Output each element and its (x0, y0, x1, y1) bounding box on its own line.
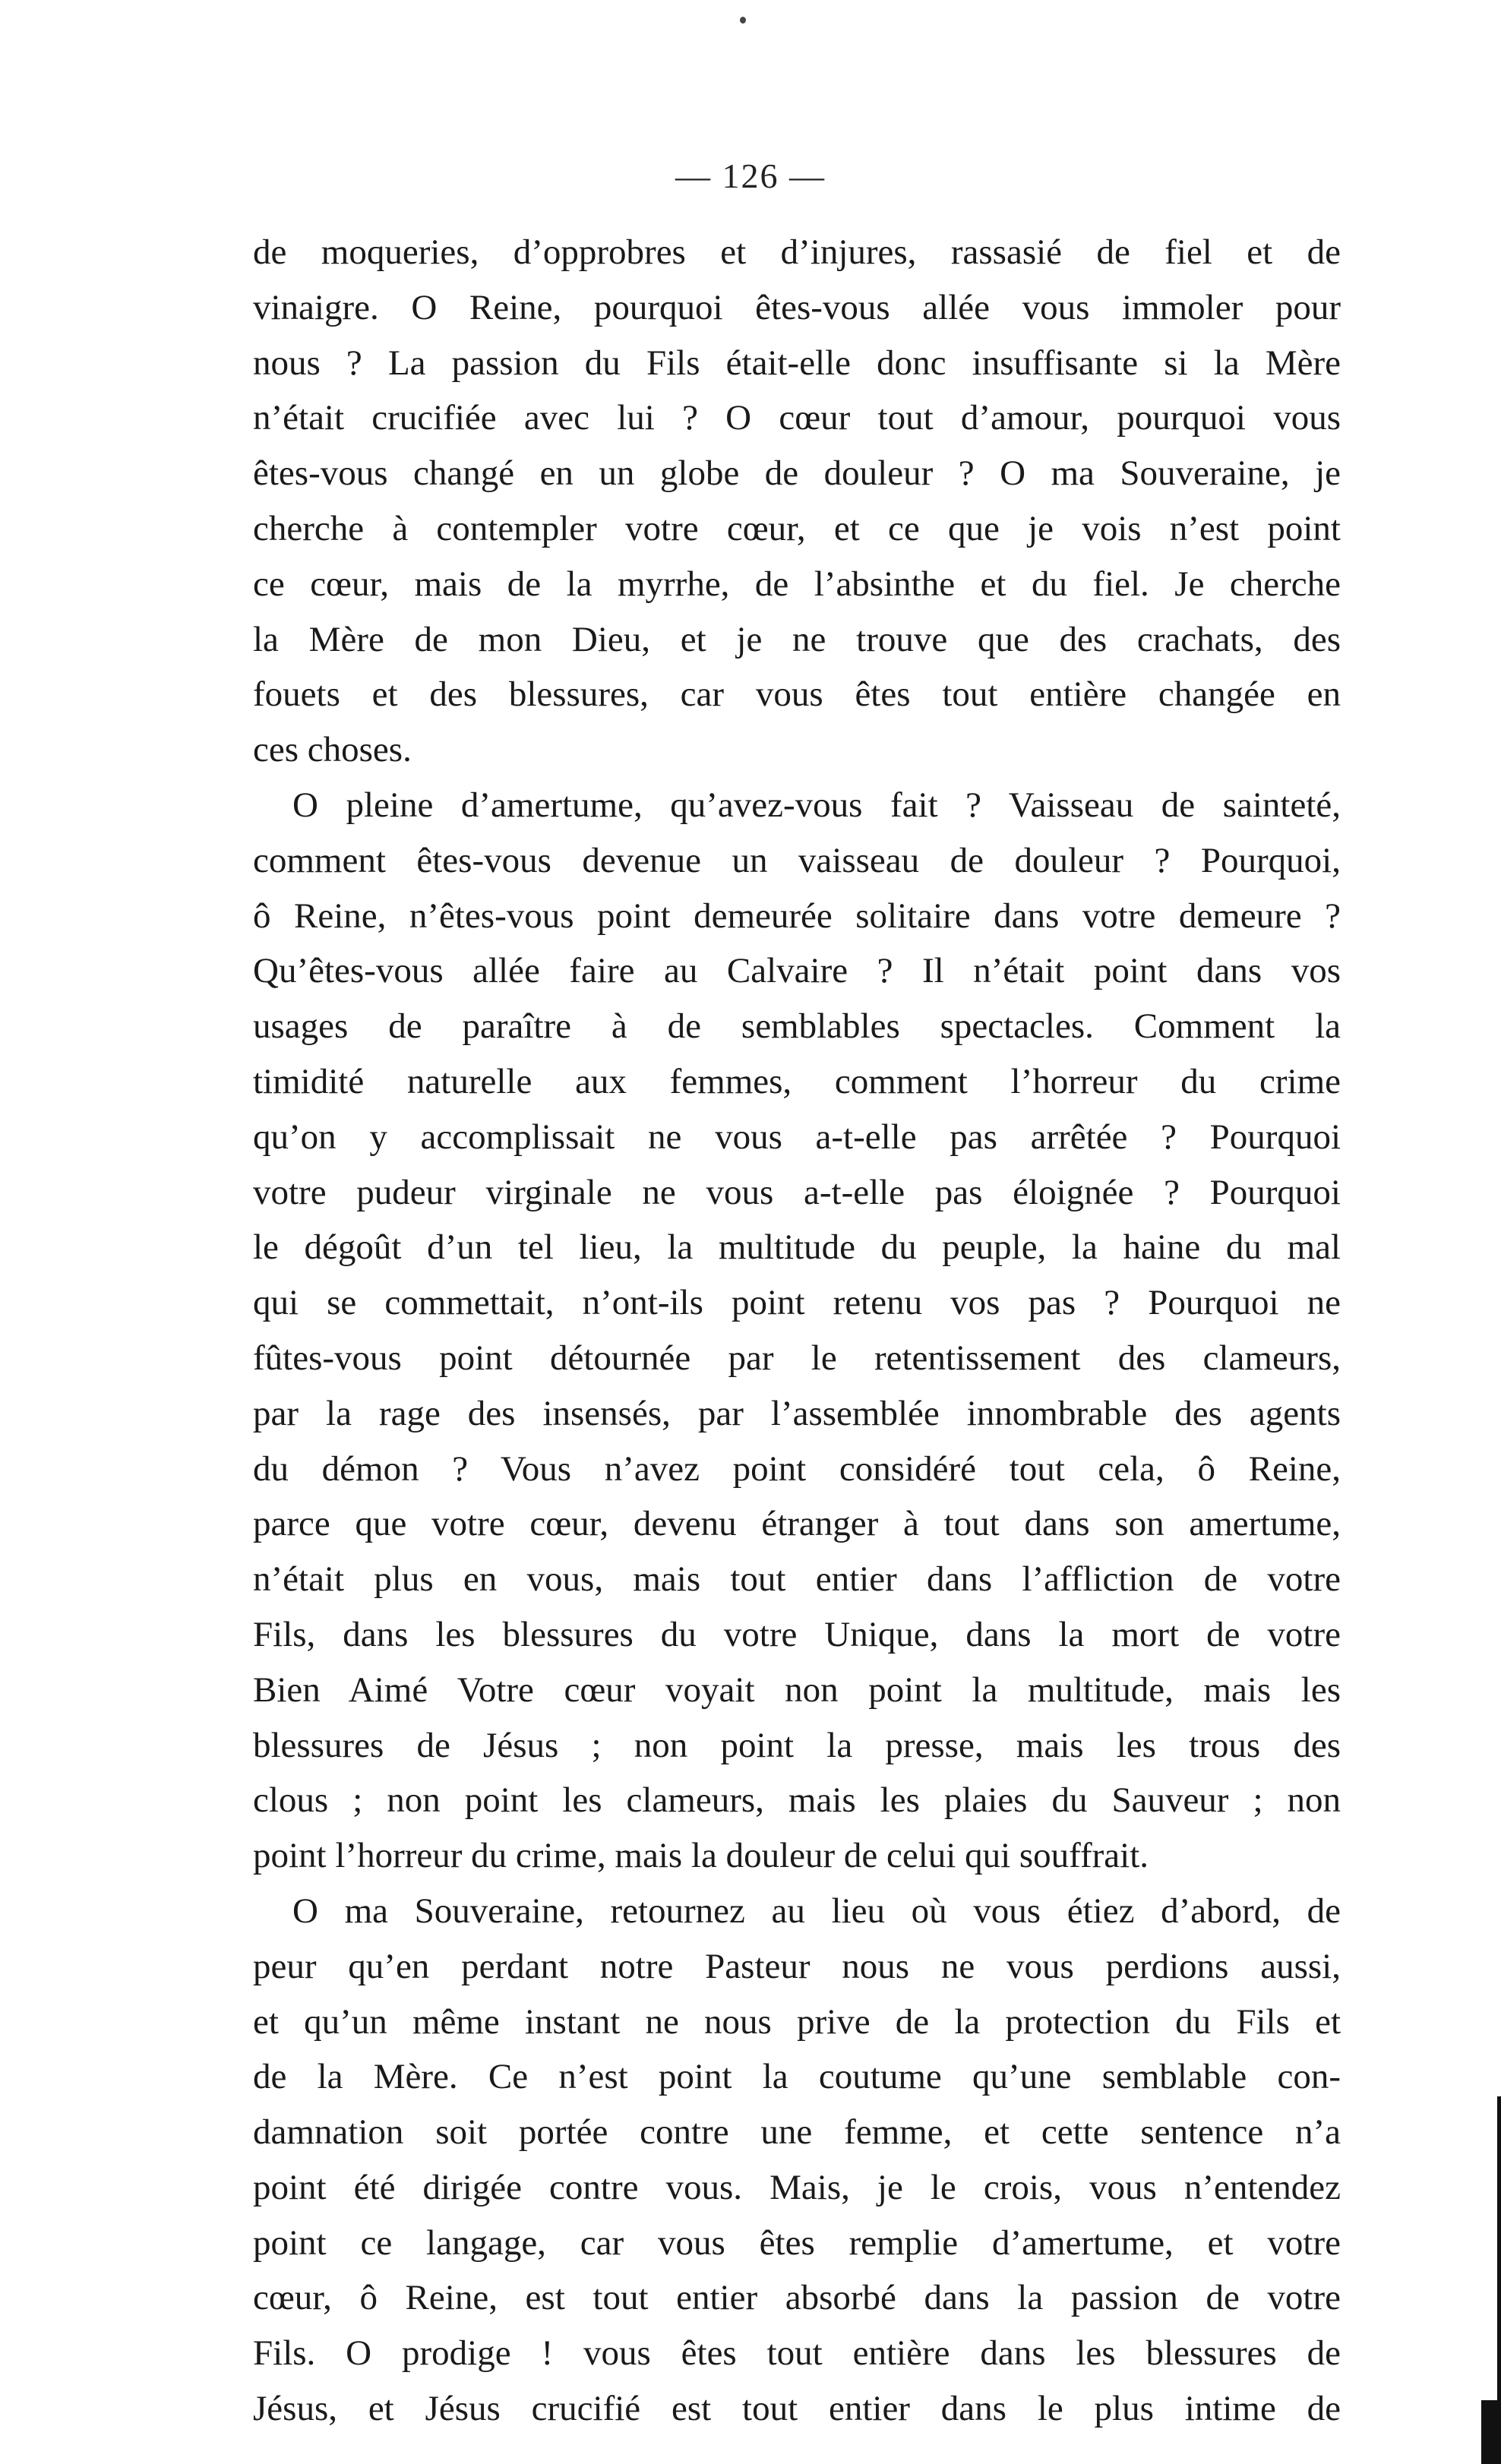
text-line: cherche à contempler votre cœur, et ce que je vois n’est point (253, 508, 1341, 548)
text-line: cœur, ô Reine, est tout entier absorbé dans la passion de votre (253, 2278, 1341, 2318)
text-line: qu’on y accomplissait ne vous a-t-elle pas arrêtée ? Pourquoi (253, 1117, 1341, 1157)
text-line: fûtes-vous point détournée par le retentissement des clameurs, (253, 1338, 1341, 1378)
text-line: votre pudeur virginale ne vous a-t-elle pas éloignée ? Pourquoi (253, 1172, 1341, 1212)
text-line: clous ; non point les clameurs, mais les plaies du Sauveur ; non (253, 1780, 1341, 1821)
text-line: ces choses. (253, 730, 412, 770)
text-line: Qu’êtes-vous allée faire au Calvaire ? Il n’était point dans vos (253, 951, 1341, 991)
text-line: n’était plus en vous, mais tout entier dans l’affliction de votre (253, 1559, 1341, 1600)
page-edge-shadow (1481, 2400, 1501, 2464)
text-line: par la rage des insensés, par l’assemblée innombrable des agents (253, 1393, 1341, 1433)
text-line: de la Mère. Ce n’est point la coutume qu’une semblable con- (253, 2057, 1341, 2097)
text-line: ô Reine, n’êtes-vous point demeurée solitaire dans votre demeure ? (253, 896, 1341, 936)
text-line: parce que votre cœur, devenu étranger à tout dans son amertume, (253, 1504, 1341, 1544)
text-line: n’était crucifiée avec lui ? O cœur tout d’amour, pourquoi vous (253, 398, 1341, 438)
text-line: peur qu’en perdant notre Pasteur nous ne vous perdions aussi, (253, 1946, 1341, 1986)
text-line: la Mère de mon Dieu, et je ne trouve que des crachats, des (253, 619, 1341, 659)
text-line: du démon ? Vous n’avez point considéré tout cela, ô Reine, (253, 1448, 1341, 1489)
text-line: damnation soit portée contre une femme, et cette sentence n’a (253, 2112, 1341, 2153)
text-line: point été dirigée contre vous. Mais, je le crois, vous n’entendez (253, 2167, 1341, 2207)
text-line: Bien Aimé Votre cœur voyait non point la multitude, mais les (253, 1670, 1341, 1710)
text-line: le dégoût d’un tel lieu, la multitude du peuple, la haine du mal (253, 1227, 1341, 1268)
paragraph-start-line: O pleine d’amertume, qu’avez-vous fait ? Vaisseau de sainteté, (292, 785, 1341, 825)
text-line: ce cœur, mais de la myrrhe, de l’absinthe et du fiel. Je cherche (253, 564, 1341, 604)
text-line: Fils. O prodige ! vous êtes tout entière dans les blessures de (253, 2333, 1341, 2374)
text-line: vinaigre. O Reine, pourquoi êtes-vous allée vous immoler pour (253, 287, 1341, 327)
body-text (253, 225, 1341, 2437)
text-line: Jésus, et Jésus crucifié est tout entier dans le plus intime de (253, 2389, 1341, 2429)
text-line: Fils, dans les blessures du votre Unique, dans la mort de votre (253, 1614, 1341, 1654)
text-line: timidité naturelle aux femmes, comment l’horreur du crime (253, 1061, 1341, 1101)
text-line: point ce langage, car vous êtes remplie d’amertume, et votre (253, 2222, 1341, 2263)
text-line: êtes-vous changé en un globe de douleur ? O ma Souveraine, je (253, 453, 1341, 494)
text-line: comment êtes-vous devenue un vaisseau de douleur ? Pourquoi, (253, 840, 1341, 880)
paragraph-start-line: O ma Souveraine, retournez au lieu où vous étiez d’abord, de (292, 1891, 1341, 1931)
text-line: qui se commettait, n’ont-ils point retenu vos pas ? Pourquoi ne (253, 1283, 1341, 1323)
text-line: et qu’un même instant ne nous prive de la protection du Fils et (253, 2001, 1341, 2042)
text-line: de moqueries, d’opprobres et d’injures, rassasié de fiel et de (253, 232, 1341, 272)
ink-speck (740, 17, 746, 24)
text-line: nous ? La passion du Fils était-elle donc insuffisante si la Mère (253, 343, 1341, 383)
text-line: point l’horreur du crime, mais la douleur de celui qui souffrait. (253, 1836, 1149, 1876)
text-line: blessures de Jésus ; non point la presse, mais les trous des (253, 1725, 1341, 1765)
page-number: — 126 — (675, 156, 826, 195)
text-line: fouets et des blessures, car vous êtes tout entière changée en (253, 674, 1341, 715)
text-line: usages de paraître à de semblables spectacles. Comment la (253, 1006, 1341, 1047)
